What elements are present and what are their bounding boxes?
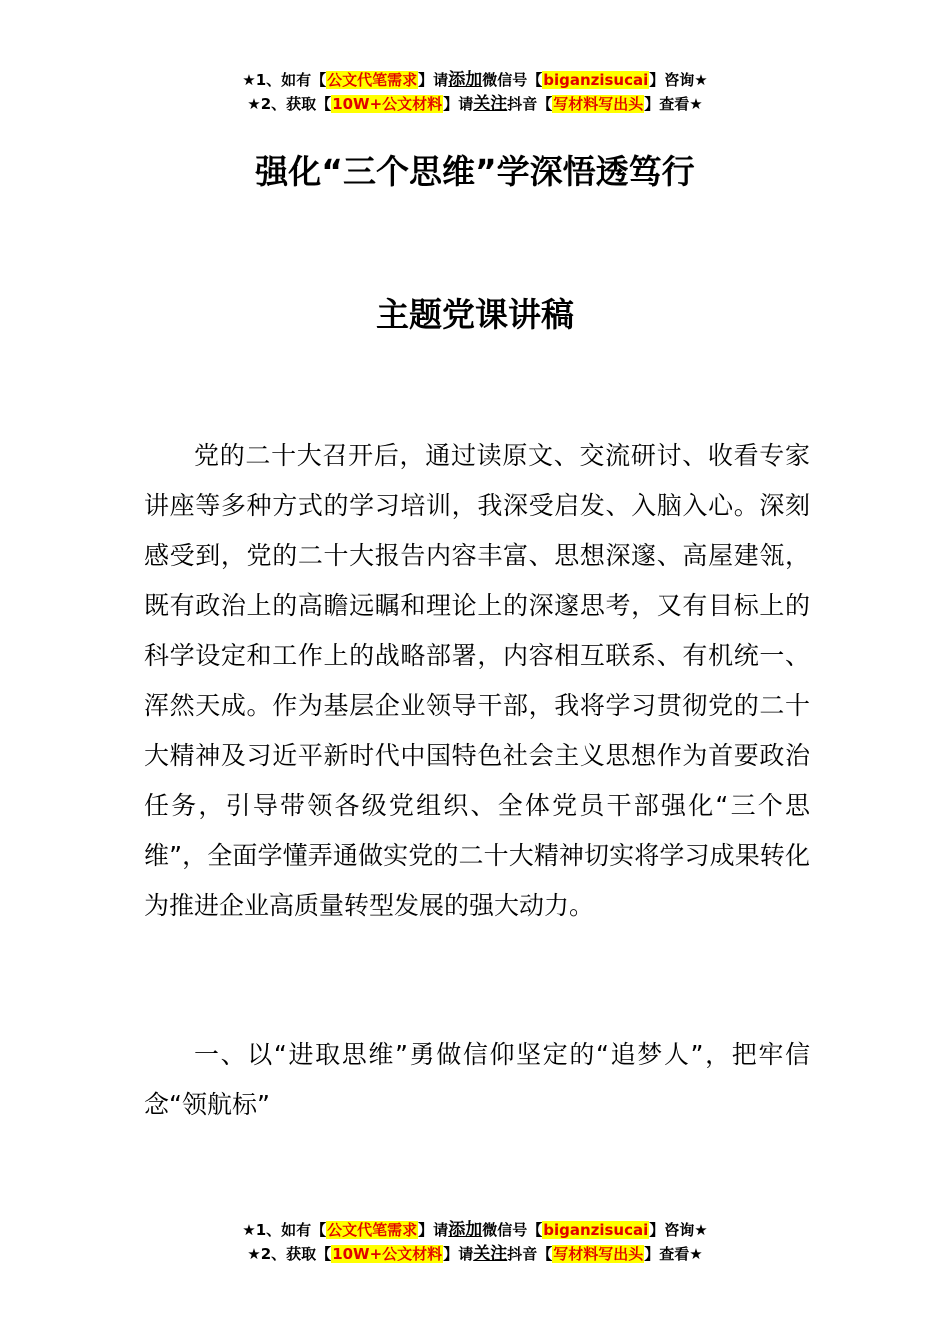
footer-banner-line-2: ★2、获取【10W+公文材料】请关注抖音【写材料写出头】查看★ (247, 1244, 703, 1264)
highlight-wechat-id: biganzisucai (543, 1221, 649, 1239)
header-banner-line-2: ★2、获取【10W+公文材料】请关注抖音【写材料写出头】查看★ (247, 94, 703, 114)
highlight-service: 公文代笔需求 (327, 1221, 418, 1239)
footer-banner (0, 1218, 950, 1266)
highlight-materials: 10W+公文材料 (332, 95, 443, 113)
header-banner (0, 68, 950, 116)
highlight-service: 公文代笔需求 (327, 71, 418, 89)
body-paragraph: 党的二十大召开后，通过读原文、交流研讨、收看专家讲座等多种方式的学习培训，我深受启发、入脑入心。深刻感受到，党的二十大报告内容丰富、思想深邃、高屋建瓴，既有政治上的高瞻远瞩和理论上的深邃思考，又有目标上的科学设定和工作上的战略部署，内容相互联系、有机统一、浑然天成。作为基层企业领导干部，我将学习贯彻党的二十大精神及习近平新时代中国特色社会主义思想作为首要政治任务，引导带领各级党组织、全体党员干部强化“三个思维”，全面学懂弄通做实党的二十大精神切实将学习成果转化为推进企业高质量转型发展的强大动力。 (144, 441, 810, 920)
document-title-line-1: 强化“三个思维”学深悟透笃行 (255, 152, 695, 191)
document-title-line-2: 主题党课讲稿 (376, 295, 574, 334)
highlight-materials: 10W+公文材料 (332, 1245, 443, 1263)
highlight-wechat-id: biganzisucai (543, 71, 649, 89)
footer-banner-line-1: ★1、如有【公文代笔需求】请添加微信号【biganzisucai】咨询★ (242, 1220, 708, 1240)
section-heading-1: 一、以“进取思维”勇做信仰坚定的“追梦人”，把牢信念“领航标” (144, 1040, 810, 1119)
header-banner-line-1: ★1、如有【公文代笔需求】请添加微信号【biganzisucai】咨询★ (242, 70, 708, 90)
highlight-douyin-id: 写材料写出头 (553, 95, 644, 113)
highlight-douyin-id: 写材料写出头 (553, 1245, 644, 1263)
